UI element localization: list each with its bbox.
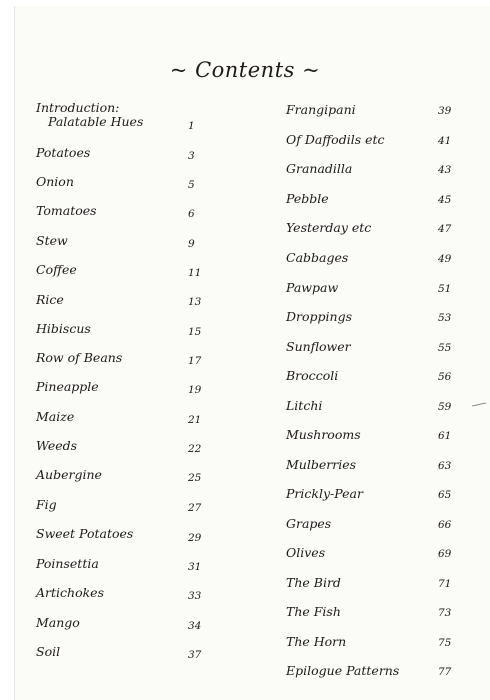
contents-entry-page: 69 [438,548,452,560]
contents-entry-page: 1 [188,120,195,132]
contents-entry-page: 53 [438,312,452,324]
contents-entry-label: Mulberries [286,457,357,472]
contents-entry-label: Potatoes [36,145,91,160]
contents-entry-label: Broccoli [286,368,339,383]
contents-entry-page: 25 [188,472,202,484]
contents-entry-page: 15 [188,326,202,338]
contents-entry-label: Aubergine [36,467,102,482]
contents-entry-page: 19 [188,384,202,396]
contents-entry-page: 63 [438,460,452,472]
contents-entry-label: Droppings [286,309,352,324]
contents-entry-label: Stew [36,233,68,248]
contents-entry-page: 43 [438,164,452,176]
contents-entry-page: 17 [188,355,202,367]
contents-entry-label: Tomatoes [36,203,97,218]
contents-entry-label: Hibiscus [36,321,91,336]
contents-entry-label: Sweet Potatoes [36,526,134,541]
contents-entry-label: The Bird [286,575,341,590]
contents-entry-label: Soil [36,644,61,659]
contents-entry-label: Fig [36,497,57,512]
contents-entry-page: 6 [188,208,195,220]
contents-entry-page: 61 [438,430,452,442]
contents-entry-page: 66 [438,519,452,531]
contents-entry-page: 22 [188,443,202,455]
contents-entry-label: Maize [36,409,75,424]
contents-entry-page: 33 [188,590,202,602]
contents-entry-label: Frangipani [286,102,356,117]
contents-entry-page: 55 [438,342,452,354]
contents-entry-page: 29 [188,532,202,544]
contents-entry-page: 5 [188,179,195,191]
contents-entry-label: Prickly-Pear [286,486,363,501]
contents-entry-page: 31 [188,561,202,573]
contents-entry-label: The Horn [286,634,347,649]
contents-entry-page: 11 [188,267,202,279]
contents-entry-label: Mushrooms [286,427,361,442]
contents-entry-label: Grapes [286,516,332,531]
contents-entry-page: 9 [188,238,195,250]
contents-entry-page: 73 [438,607,452,619]
contents-entry-label: The Fish [286,604,341,619]
contents-entry-page: 45 [438,194,452,206]
contents-entry-page: 39 [438,105,452,117]
contents-entry-label: Cabbages [286,250,349,265]
contents-entry-label: Coffee [36,262,77,277]
contents-entry-page: 59 [438,401,452,413]
contents-entry-label: Yesterday etc [286,220,372,235]
contents-entry-label: Palatable Hues [48,114,144,129]
contents-entry-page: 49 [438,253,452,265]
contents-entry-page: 41 [438,135,452,147]
contents-entry-page: 21 [188,414,202,426]
contents-entry-page: 75 [438,637,452,649]
contents-entry-label: Onion [36,174,74,189]
contents-entry-page: 56 [438,371,452,383]
contents-entry-page: 3 [188,150,195,162]
contents-entry-label: Of Daffodils etc [286,132,385,147]
contents-entry-label: Artichokes [36,585,104,600]
page-title: ~ Contents ~ [169,58,321,82]
contents-entry-page: 51 [438,283,452,295]
contents-entry-label: Introduction: [36,100,120,115]
contents-entry-page: 71 [438,578,452,590]
contents-entry-label: Weeds [36,438,78,453]
contents-entry-page: 77 [438,666,452,678]
contents-entry-label: Rice [36,292,64,307]
contents-entry-label: Pebble [286,191,329,206]
contents-entry-label: Epilogue Patterns [286,663,400,678]
contents-entry-label: Litchi [286,398,323,413]
contents-entry-label: Granadilla [286,161,353,176]
contents-entry-label: Row of Beans [36,350,123,365]
contents-entry-page: 27 [188,502,202,514]
contents-entry-label: Olives [286,545,326,560]
contents-entry-page: 37 [188,649,202,661]
contents-entry-label: Mango [36,615,80,630]
contents-entry-page: 34 [188,620,202,632]
contents-entry-label: Sunflower [286,339,351,354]
contents-entry-label: Pineapple [36,379,99,394]
contents-entry-page: 47 [438,223,452,235]
contents-entry-page: 65 [438,489,452,501]
contents-entry-label: Poinsettia [36,556,99,571]
contents-entry-label: Pawpaw [286,280,339,295]
contents-entry-page: 13 [188,296,202,308]
